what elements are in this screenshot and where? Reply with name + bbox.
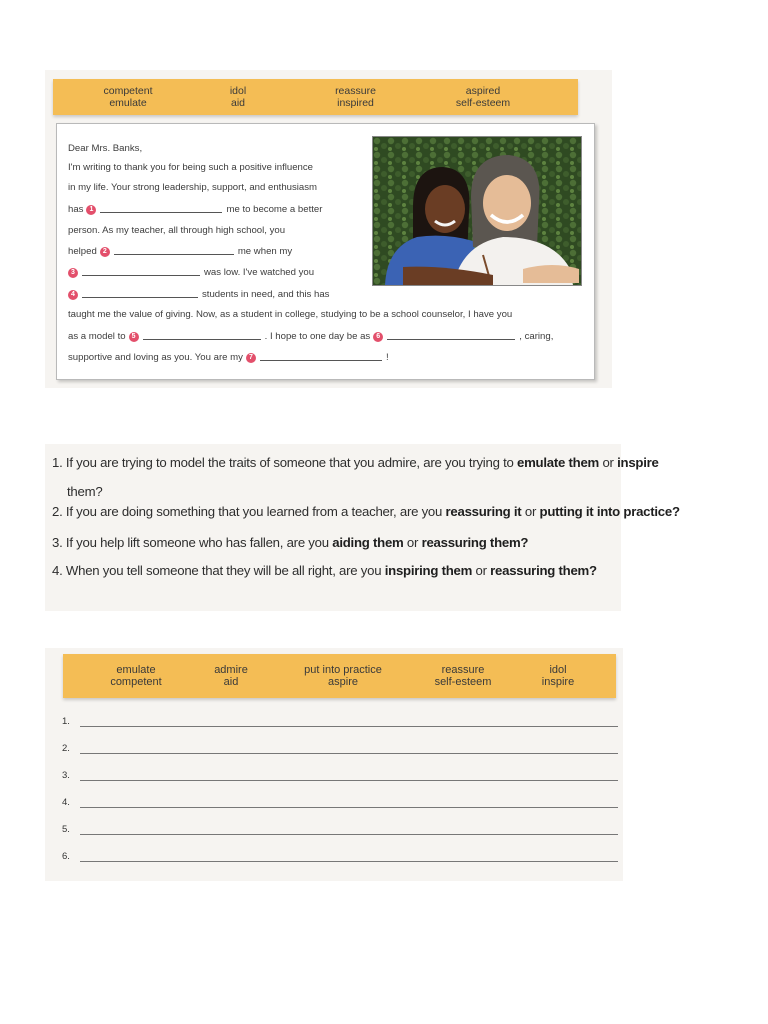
answer-row: [62, 716, 618, 732]
letter-line: [68, 204, 322, 215]
question-text: If you are doing something that you learned from a teacher, are you: [65, 504, 443, 519]
letter-text: helped: [68, 246, 97, 257]
letter-line: in my life. Your strong leadership, support, and enthusiasm: [68, 182, 318, 193]
letter-text: was low. I've watched you: [204, 267, 315, 278]
question-number: 3.: [52, 535, 63, 550]
blank-number-badge: 3: [68, 268, 78, 278]
word-bank-word: emulate: [109, 97, 147, 109]
question-text: or: [475, 563, 487, 578]
question-2: [52, 504, 680, 519]
question-option: inspiring them: [384, 563, 473, 578]
question-option: aiding them: [332, 535, 404, 550]
answer-number: 1.: [62, 716, 70, 727]
word-bank-word: put into practice: [304, 664, 382, 676]
question-text: If you help lift someone who has fallen, are you: [65, 535, 329, 550]
word-bank-word: self-esteem: [434, 676, 492, 688]
word-bank-column: [288, 654, 398, 698]
blank-number-badge: 6: [373, 332, 383, 342]
fill-in-blank-7[interactable]: [260, 360, 382, 361]
word-bank-word: inspired: [337, 97, 374, 109]
photo-student-and-teacher: [372, 136, 582, 286]
word-bank-word: aspired: [465, 85, 501, 97]
word-bank-word: idol: [549, 664, 567, 676]
question-option: inspire: [617, 455, 659, 470]
letter-text: me when my: [237, 246, 293, 257]
word-bank-word: aspire: [328, 676, 358, 688]
letter-greeting: Dear Mrs. Banks,: [68, 143, 143, 154]
letter-line: [68, 352, 389, 363]
word-bank-word: competent: [103, 85, 153, 97]
photo-illustration: [373, 137, 581, 285]
answer-number: 6.: [62, 851, 70, 862]
fill-in-blank-2[interactable]: [114, 254, 234, 255]
question-text: or: [406, 535, 419, 550]
letter-text: supportive and loving as you. You are my: [68, 352, 243, 363]
word-bank-column: [83, 79, 173, 115]
word-bank-word: reassure: [335, 85, 376, 97]
letter-text: , caring,: [519, 331, 554, 342]
question-number: 1.: [52, 455, 63, 470]
question-1: [52, 455, 659, 470]
word-bank-word: inspire: [541, 676, 575, 688]
question-option: emulate them: [517, 455, 600, 470]
answer-number: 3.: [62, 770, 70, 781]
word-bank-column: [313, 79, 398, 115]
answer-row: [62, 851, 618, 867]
letter-text: . I hope to one day be as: [264, 331, 371, 342]
answer-number: 5.: [62, 824, 70, 835]
word-bank-column: [438, 79, 528, 115]
letter-text: me to become a better: [226, 204, 323, 215]
answer-row: [62, 797, 618, 813]
question-text: If you are trying to model the traits of someone that you admire, are you trying to: [65, 455, 514, 470]
word-bank-word: aid: [223, 676, 239, 688]
answer-line[interactable]: [80, 780, 618, 781]
word-bank-word: aid: [230, 97, 245, 109]
question-3: [52, 535, 528, 550]
answer-number: 4.: [62, 797, 70, 808]
question-option: reassuring them?: [490, 563, 597, 578]
answer-row: [62, 743, 618, 759]
blank-number-badge: 5: [129, 332, 139, 342]
question-4: [52, 563, 597, 578]
word-bank-word: self-esteem: [455, 97, 511, 109]
word-bank-column: [91, 654, 181, 698]
answer-line[interactable]: [80, 807, 618, 808]
word-bank-word: admire: [214, 664, 248, 676]
fill-in-blank-5[interactable]: [143, 339, 261, 340]
letter-line: [68, 331, 553, 342]
word-bank-column: [198, 79, 278, 115]
letter-line: [68, 246, 292, 257]
letter-line: person. As my teacher, all through high school, you: [68, 225, 286, 236]
answer-row: [62, 770, 618, 786]
question-option: reassuring them?: [421, 535, 529, 550]
answer-number: 2.: [62, 743, 70, 754]
question-option: reassuring it: [445, 504, 522, 519]
word-bank-column: [413, 654, 513, 698]
letter-line: taught me the value of giving. Now, as a student in college, studying to be a school counselor, I have you: [68, 309, 513, 320]
answer-line[interactable]: [80, 861, 618, 862]
letter-text: !: [385, 352, 389, 363]
answer-line[interactable]: [80, 726, 618, 727]
answer-row: [62, 824, 618, 840]
fill-in-blank-4[interactable]: [82, 297, 198, 298]
word-bank-word: idol: [229, 85, 247, 97]
word-bank-column: [191, 654, 271, 698]
question-number: 4.: [52, 563, 63, 578]
fill-in-blank-3[interactable]: [82, 275, 200, 276]
letter-text: as a model to: [68, 331, 126, 342]
question-1-continued: them?: [67, 484, 103, 499]
question-text: When you tell someone that they will be all right, are you: [65, 563, 382, 578]
fill-in-blank-6[interactable]: [387, 339, 515, 340]
blank-number-badge: 1: [86, 205, 96, 215]
word-bank-2: [63, 654, 616, 698]
letter-text: has: [68, 204, 84, 215]
question-number: 2.: [52, 504, 63, 519]
blank-number-badge: 2: [100, 247, 110, 257]
letter-line: [65, 289, 329, 300]
word-bank-word: competent: [110, 676, 162, 688]
letter-text: students in need, and this has: [202, 289, 330, 300]
letter-line: [65, 267, 314, 278]
answer-line[interactable]: [80, 753, 618, 754]
fill-in-blank-1[interactable]: [100, 212, 222, 213]
answer-line[interactable]: [80, 834, 618, 835]
word-bank-word: emulate: [116, 664, 156, 676]
word-bank-1: [53, 79, 578, 115]
question-option: putting it into practice?: [539, 504, 680, 519]
blank-number-badge: 4: [68, 290, 78, 300]
question-text: or: [602, 455, 614, 470]
blank-number-badge: 7: [246, 353, 256, 363]
word-bank-word: reassure: [441, 664, 485, 676]
letter-line: I'm writing to thank you for being such a positive influence: [68, 162, 314, 173]
question-text: or: [524, 504, 537, 519]
word-bank-column: [523, 654, 593, 698]
